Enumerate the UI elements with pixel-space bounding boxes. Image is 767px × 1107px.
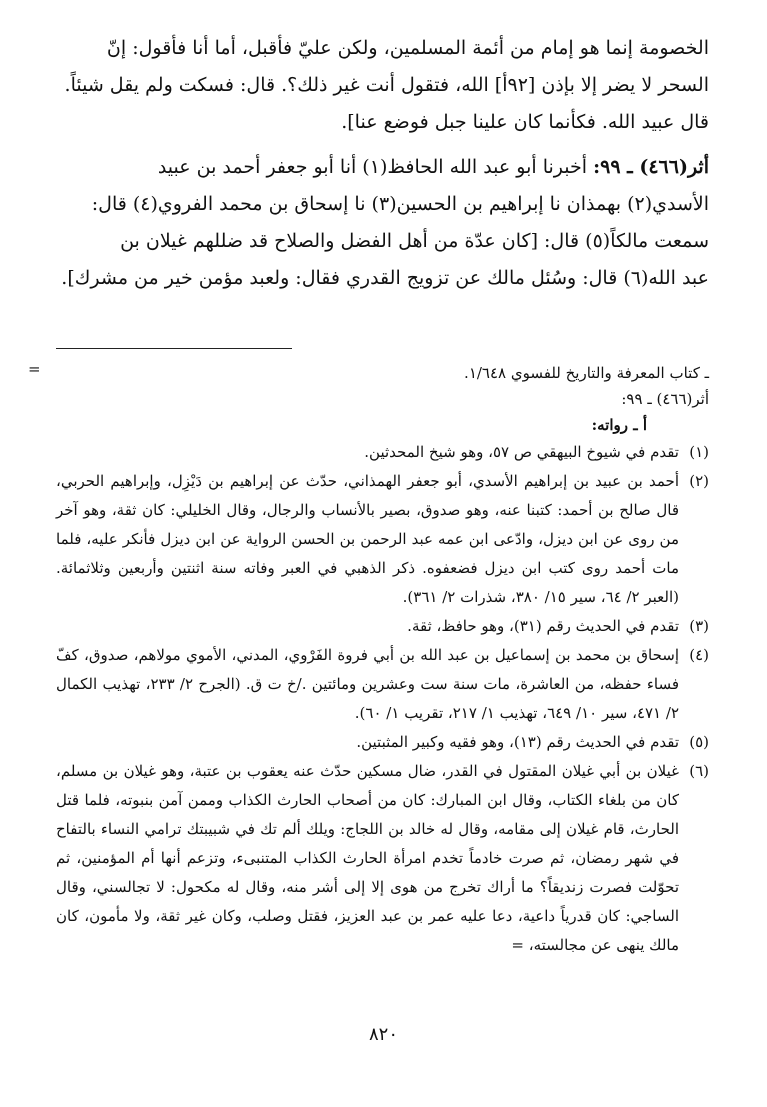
page-number: ٨٢٠: [368, 1024, 398, 1045]
footnote-number: (٣): [689, 617, 709, 635]
footnote-text: إسحاق بن محمد بن إسماعيل بن عبد الله بن أبي فروة الفَرْوي، المدني، الأموي مولاهم، صدوق، كفّ فساء حفظه، من العاشرة، مات سنة ست وعشرين ومائتين ./خ ت ق. (الجرح ٢/ ٢٣٣، تهذيب الكمال ٢/ ٤٧١، سير ١٠/ ٦٤٩، تهذيب ١/ ٢١٧، تقريب ١/ ٦٠).: [56, 646, 680, 722]
footnote-text: تقدم في الحديث رقم (٣١)، وهو حافظ، ثقة.: [407, 617, 679, 635]
footnote: [56, 612, 709, 641]
footnotes: [28, 360, 709, 960]
footnote: [56, 728, 709, 757]
main-line: [56, 149, 709, 186]
footnote-rule: [56, 348, 292, 349]
footnote-text: تقدم في شيوخ البيهقي ص ٥٧، وهو شيخ المحدثين.: [364, 443, 679, 461]
main-line: سمعت مالكاً(٥) قال: [كان عدّة من أهل الفضل والصلاح قد ضللهم غيلان بن: [120, 230, 709, 252]
footnote-text: تقدم في الحديث رقم (١٣)، وهو فقيه وكبير المثبتين.: [356, 733, 679, 751]
page: [28, 30, 709, 1107]
main-text: [56, 30, 709, 297]
main-line: عبد الله(٦) قال: وسُئل مالك عن تزويج القدري فقال: ولعبد مؤمن خير من مشرك].: [61, 267, 709, 289]
section-heading: أ ـ رواته:: [591, 416, 647, 434]
carry-over-line: ـ كتاب المعرفة والتاريخ للفسوي ١/٦٤٨.: [464, 364, 709, 382]
main-line: الأسدي(٢) بهمذان نا إبراهيم بن الحسين(٣) نا إسحاق بن محمد الفروي(٤) قال:: [91, 193, 709, 215]
footnote: [56, 641, 709, 728]
continuation-mark: =: [28, 360, 41, 378]
footnote-number: (٤): [689, 646, 709, 664]
footnote-text: غيلان بن أبي غيلان المقتول في القدر، ضال مسكين حدّث عنه يعقوب بن عتبة، وهو غيلان بن مسلم، كان من بلغاء الكتاب، وقال ابن المبارك: كان من أصحاب الحارث الكذاب وممن آمن بنبوته، فلما قتل الحارث، قام غيلان إلى مقامه، وقال له خالد بن اللجاج: ويلك ألم تك في شبيبتك ترامي النساء بالتفاح في شهر رمضان، ثم صرت خادماً تخدم امرأة الحارث الكذاب المتنبىء، وتزعم أنها أم المؤمنين، ثم تحوّلت فصرت زنديقاً؟ ما أراك تخرج من هوى إلا إلى أشر منه، وقال له مكحول: لا تجالسني، وقال الساجي: كان قدرياً داعية، دعا عليه عمر بن عبد العزيز، فقتل وصلب، وكان غير ثقة، ولا مأمون، كان مالك ينهى عن مجالسته، =: [56, 762, 679, 954]
main-line: الخصومة إنما هو إمام من أئمة المسلمين، ولكن عليّ فأقبل، أما أنا فأقول: إنّ: [106, 37, 709, 59]
athar-text: أخبرنا أبو عبد الله الحافظ(١) أنا أبو جعفر أحمد بن عبيد: [157, 156, 588, 178]
footnote: [56, 438, 709, 467]
athar-heading: أثر(٤٦٦) ـ ٩٩:: [621, 390, 709, 408]
footnote-number: (٦): [689, 762, 709, 780]
footnote-text: أحمد بن عبيد بن إبراهيم الأسدي، أبو جعفر الهمذاني، حدّث عن إبراهيم بن دَيْزِل، وإبراهيم الحربي، قال صالح بن أحمد: كتبنا عنه، وهو صدوق، بصير بالأنساب والرجال، وقال الخليلي: كان ثقة، وهو آخر من روى عن ابن ديزل، وادّعى ابن عمه عبد الرحمن بن الحسن الرواية عن ابن ديزل فأنكر عليه، فلما مات أحمد روى كتب ابن ديزل فضعفوه. ذكر الذهبي في العبر وفاته سنة اثنتين وأربعين وثلاثمائة. (العبر ٢/ ٦٤، سير ١٥/ ٣٨٠، شذرات ٢/ ٣٦١).: [56, 472, 679, 606]
footnote-number: (٥): [689, 733, 709, 751]
footnote-number: (٢): [689, 472, 709, 490]
athar-label: أثر(٤٦٦) ـ ٩٩:: [593, 156, 709, 178]
main-line: قال عبيد الله. فكأنما كان علينا جبل فوضع عنا].: [341, 111, 709, 133]
footnote: [56, 467, 709, 612]
footnote-number: (١): [689, 443, 709, 461]
main-line: السحر لا يضر إلا بإذن [٩٢أ] الله، فتقول أنت غير ذلك؟. قال: فسكت ولم يقل شيئاً.: [64, 74, 709, 96]
footnote: [56, 757, 709, 960]
